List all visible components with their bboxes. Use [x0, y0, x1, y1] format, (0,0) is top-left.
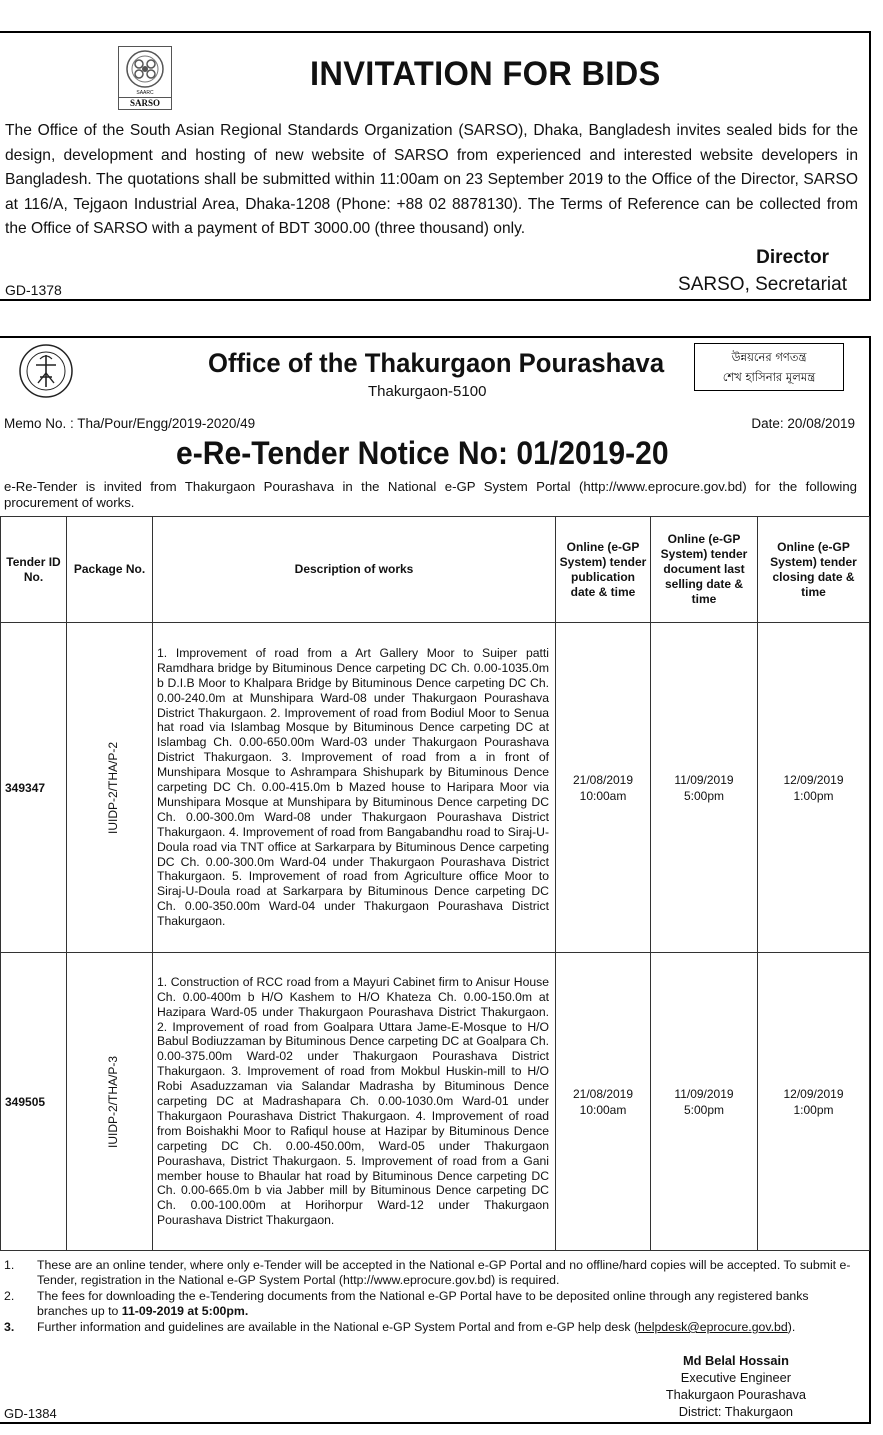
header-description: Description of works — [153, 517, 556, 623]
signatory-name: Md Belal Hossain — [682, 1353, 789, 1368]
note-item — [4, 1320, 861, 1335]
tender-table — [0, 516, 870, 1251]
sarso-emblem-icon — [119, 47, 171, 91]
signatory-office: Thakurgaon Pourashava — [665, 1387, 806, 1402]
office-title: Office of the Thakurgaon Pourashava — [208, 348, 665, 378]
package-cell — [67, 953, 153, 1251]
selling-date: 11/09/2019 — [674, 1086, 734, 1101]
publication-cell — [556, 953, 651, 1251]
notice-intro: e-Re-Tender is invited from Thakurgaon Pourashava in the National e-GP System Portal (http://www.eprocure.gov.bd) for the following procurement of works. — [4, 479, 857, 510]
table-row — [1, 953, 870, 1251]
motto-line-2: শেখ হাসিনার মূলমন্ত্র — [722, 370, 816, 384]
work-description: 1. Improvement of road from a Art Gallery Moor to Suiper patti Ramdhara bridge by Bituminous Dence carpeting DC Ch. 0.00-1035.0m b D.I.B Moor to Khalpara Bridge by Bituminous Dence carpeting DC Ch. 0.00-240.0m at Munshipara Ward-08 under Thakurgaon Pourashava District Thakurgaon. 2. Improvement of road from Bodiul Moor to Senua hat road via Islambag Mosque by Bituminous Dence carpeting DC at Islambag Ch. 0.00-650.00m Ward-03 under Thakurgaon Pourashava District Thakurgaon. 3. Improvement of road from a in front of Munshipara Mosque to Ashrampara Shishupark by Bituminous Dence carpeting DC Ch. 0.00-415.0m b Mazed house to Haripara Moor via Munshipara Mosque at Munshipara by Bituminous Dence carpeting DC Ch. 0.00-300.0m Ward-08 under Thakurgaon Pourashava District Thakurgaon. 4. Improvement of road from Bangabandhu road to Siraj-U-Doula road via TNT office at Sarkarpara by Bituminous Dence carpeting DC Ch. 0.00-300.0m Ward-04 under Thakurgaon Pourashava District Thakurgaon. 5. Improvement of road from Agriculture office Moor to Siraj-U-Doula road at Sarkarpara by Bituminous Dence carpeting DC Ch. 0.00-350.00m Ward-04 under Thakurgaon Pourashava District Thakurgaon. — [153, 623, 556, 953]
tender-id: 349347 — [1, 623, 67, 953]
office-address: Thakurgaon-5100 — [368, 383, 487, 400]
header-closing: Online (e-GP System) tender closing date & time — [758, 517, 870, 623]
header-publication: Online (e-GP System) tender publication date & time — [556, 517, 651, 623]
publication-cell — [556, 623, 651, 953]
ad1-signatory-org: SARSO, Secretariat — [678, 274, 847, 295]
note-text-end: ). — [787, 1320, 796, 1334]
package-cell — [67, 623, 153, 953]
note-number: 1. — [4, 1258, 15, 1272]
note-item — [4, 1258, 861, 1288]
notes-list — [4, 1258, 861, 1336]
selling-date: 11/09/2019 — [674, 772, 734, 787]
motto-line-1: উন্নয়নের গণতন্ত্র — [731, 350, 807, 364]
selling-cell — [651, 623, 758, 953]
header-selling: Online (e-GP System) tender document last selling date & time — [651, 517, 758, 623]
ad1-body: The Office of the South Asian Regional Standards Organization (SARSO), Dhaka, Bangladesh invites sealed bids for the design, development and hosting of new website of SARSO from experienced and interested website developers in Bangladesh. The quotations shall be submitted within 11:00am on 23 September 2019 to the Office of the Director, SARSO at 116/A, Tejgaon Industrial Area, Dhaka-1208 (Phone: +88 02 8878130). The Terms of Reference can be collected from the Office of SARSO with a payment of BDT 3000.00 (three thousand) only. — [5, 122, 858, 237]
note-item — [4, 1289, 861, 1319]
package-no: IUIDP-2/THA/P-2 — [106, 741, 121, 834]
sarso-bid-notice — [0, 31, 871, 301]
signatory-district: District: Thakurgaon — [678, 1404, 794, 1419]
table-header-row — [1, 517, 870, 623]
notice-date: Date: 20/08/2019 — [751, 416, 855, 431]
ad1-code: GD-1378 — [5, 282, 62, 298]
publication-time: 10:00am — [579, 788, 627, 803]
tender-id: 349505 — [1, 953, 67, 1251]
sarso-logo — [118, 46, 172, 110]
closing-cell — [758, 953, 870, 1251]
thakurgaon-pourashava-seal-icon — [18, 343, 74, 399]
signatory-title: Executive Engineer — [680, 1370, 792, 1385]
note-number: 2. — [4, 1289, 15, 1303]
note-number: 3. — [4, 1320, 15, 1334]
closing-time: 1:00pm — [793, 1102, 834, 1117]
publication-date: 21/08/2019 — [572, 1086, 634, 1101]
signature-block — [666, 1352, 806, 1420]
note-text: Further information and guidelines are available in the National e-GP System Portal and from e-GP help desk ( — [37, 1320, 639, 1334]
note-deadline: 11-09-2019 at 5:00pm. — [121, 1304, 249, 1318]
ad1-signatory-title: Director — [756, 247, 829, 268]
work-description: 1. Construction of RCC road from a Mayuri Cabinet firm to Anisur House Ch. 0.00-400m b H/O Kashem to H/O Khateza Ch. 0.00-150.0m at Hazipara Ward-05 under Thakurgaon Pourashava District Thakurgaon. 2. Improvement of road from Goalpara Uttara Jame-E-Mosque to H/O Babul Bodiuzzaman by Bituminous Dence carpeting DC at Goalpara Ch. 0.00-375.00m Ward-02 under Thakurgaon Pourashava District Thakurgaon. 3. Improvement of road from Mokbul Huskin-mill to H/O Robi Asaduzzaman via Salandar Madrasha by Bituminous Dence carpeting DC at Madrashapara Ch. 0.00-1030.0m Ward-01 under Thakurgaon Pourashava District Thakurgaon. 4. Improvement of road from Boishakhi Moor to Rafiqul house at Hazipar by Bituminous Dence carpeting DC Ch. 0.00-450.00m, Ward-05 under Thakurgaon Pourashava, District Thakurgaon. 5. Improvement of road from a Gani member house to Bhaular hat road by Bituminous Dence carpeting DC Ch. 0.00-665.0m b via Jabber mill by Bituminous Dence carpeting DC Ch. 0.00-100.00m at Horihorpur Ward-12 under Thakurgaon Pourashava District Thakurgaon. — [153, 953, 556, 1251]
sarso-logo-label: SARSO — [119, 97, 171, 108]
motto-box — [694, 343, 844, 391]
package-no: IUIDP-2/THA/P-3 — [106, 1055, 121, 1148]
ad2-code: GD-1384 — [4, 1406, 57, 1421]
selling-time: 5:00pm — [683, 1102, 725, 1117]
closing-date: 12/09/2019 — [783, 1086, 844, 1101]
selling-cell — [651, 953, 758, 1251]
table-row — [1, 623, 870, 953]
header-tender-id: Tender ID No. — [1, 517, 67, 623]
note-text: The fees for downloading the e-Tendering documents from the National e-GP Portal have to be deposited online through any registered banks branches up to — [37, 1289, 809, 1318]
sarso-logo-small-text: SAARC — [136, 90, 154, 96]
publication-date: 21/08/2019 — [572, 772, 634, 787]
thakurgaon-tender-notice — [0, 336, 871, 1424]
memo-number: Memo No. : Tha/Pour/Engg/2019-2020/49 — [4, 416, 256, 431]
helpdesk-email-link[interactable]: helpdesk@eprocure.gov.bd — [638, 1320, 788, 1334]
publication-time: 10:00am — [579, 1102, 627, 1117]
closing-date: 12/09/2019 — [783, 772, 844, 787]
closing-cell — [758, 623, 870, 953]
header-package: Package No. — [67, 517, 153, 623]
closing-time: 1:00pm — [793, 788, 834, 803]
selling-time: 5:00pm — [683, 788, 725, 803]
notice-title: e-Re-Tender Notice No: 01/2019-20 — [176, 435, 669, 471]
note-text: These are an online tender, where only e-Tender will be accepted in the National e-GP Portal and no offline/hard copies will be accepted. To submit e-Tender, registration in the National e-GP System Portal (http://www.eprocure.gov.bd) is required. — [37, 1258, 851, 1287]
ad1-title: INVITATION FOR BIDS — [310, 55, 661, 93]
